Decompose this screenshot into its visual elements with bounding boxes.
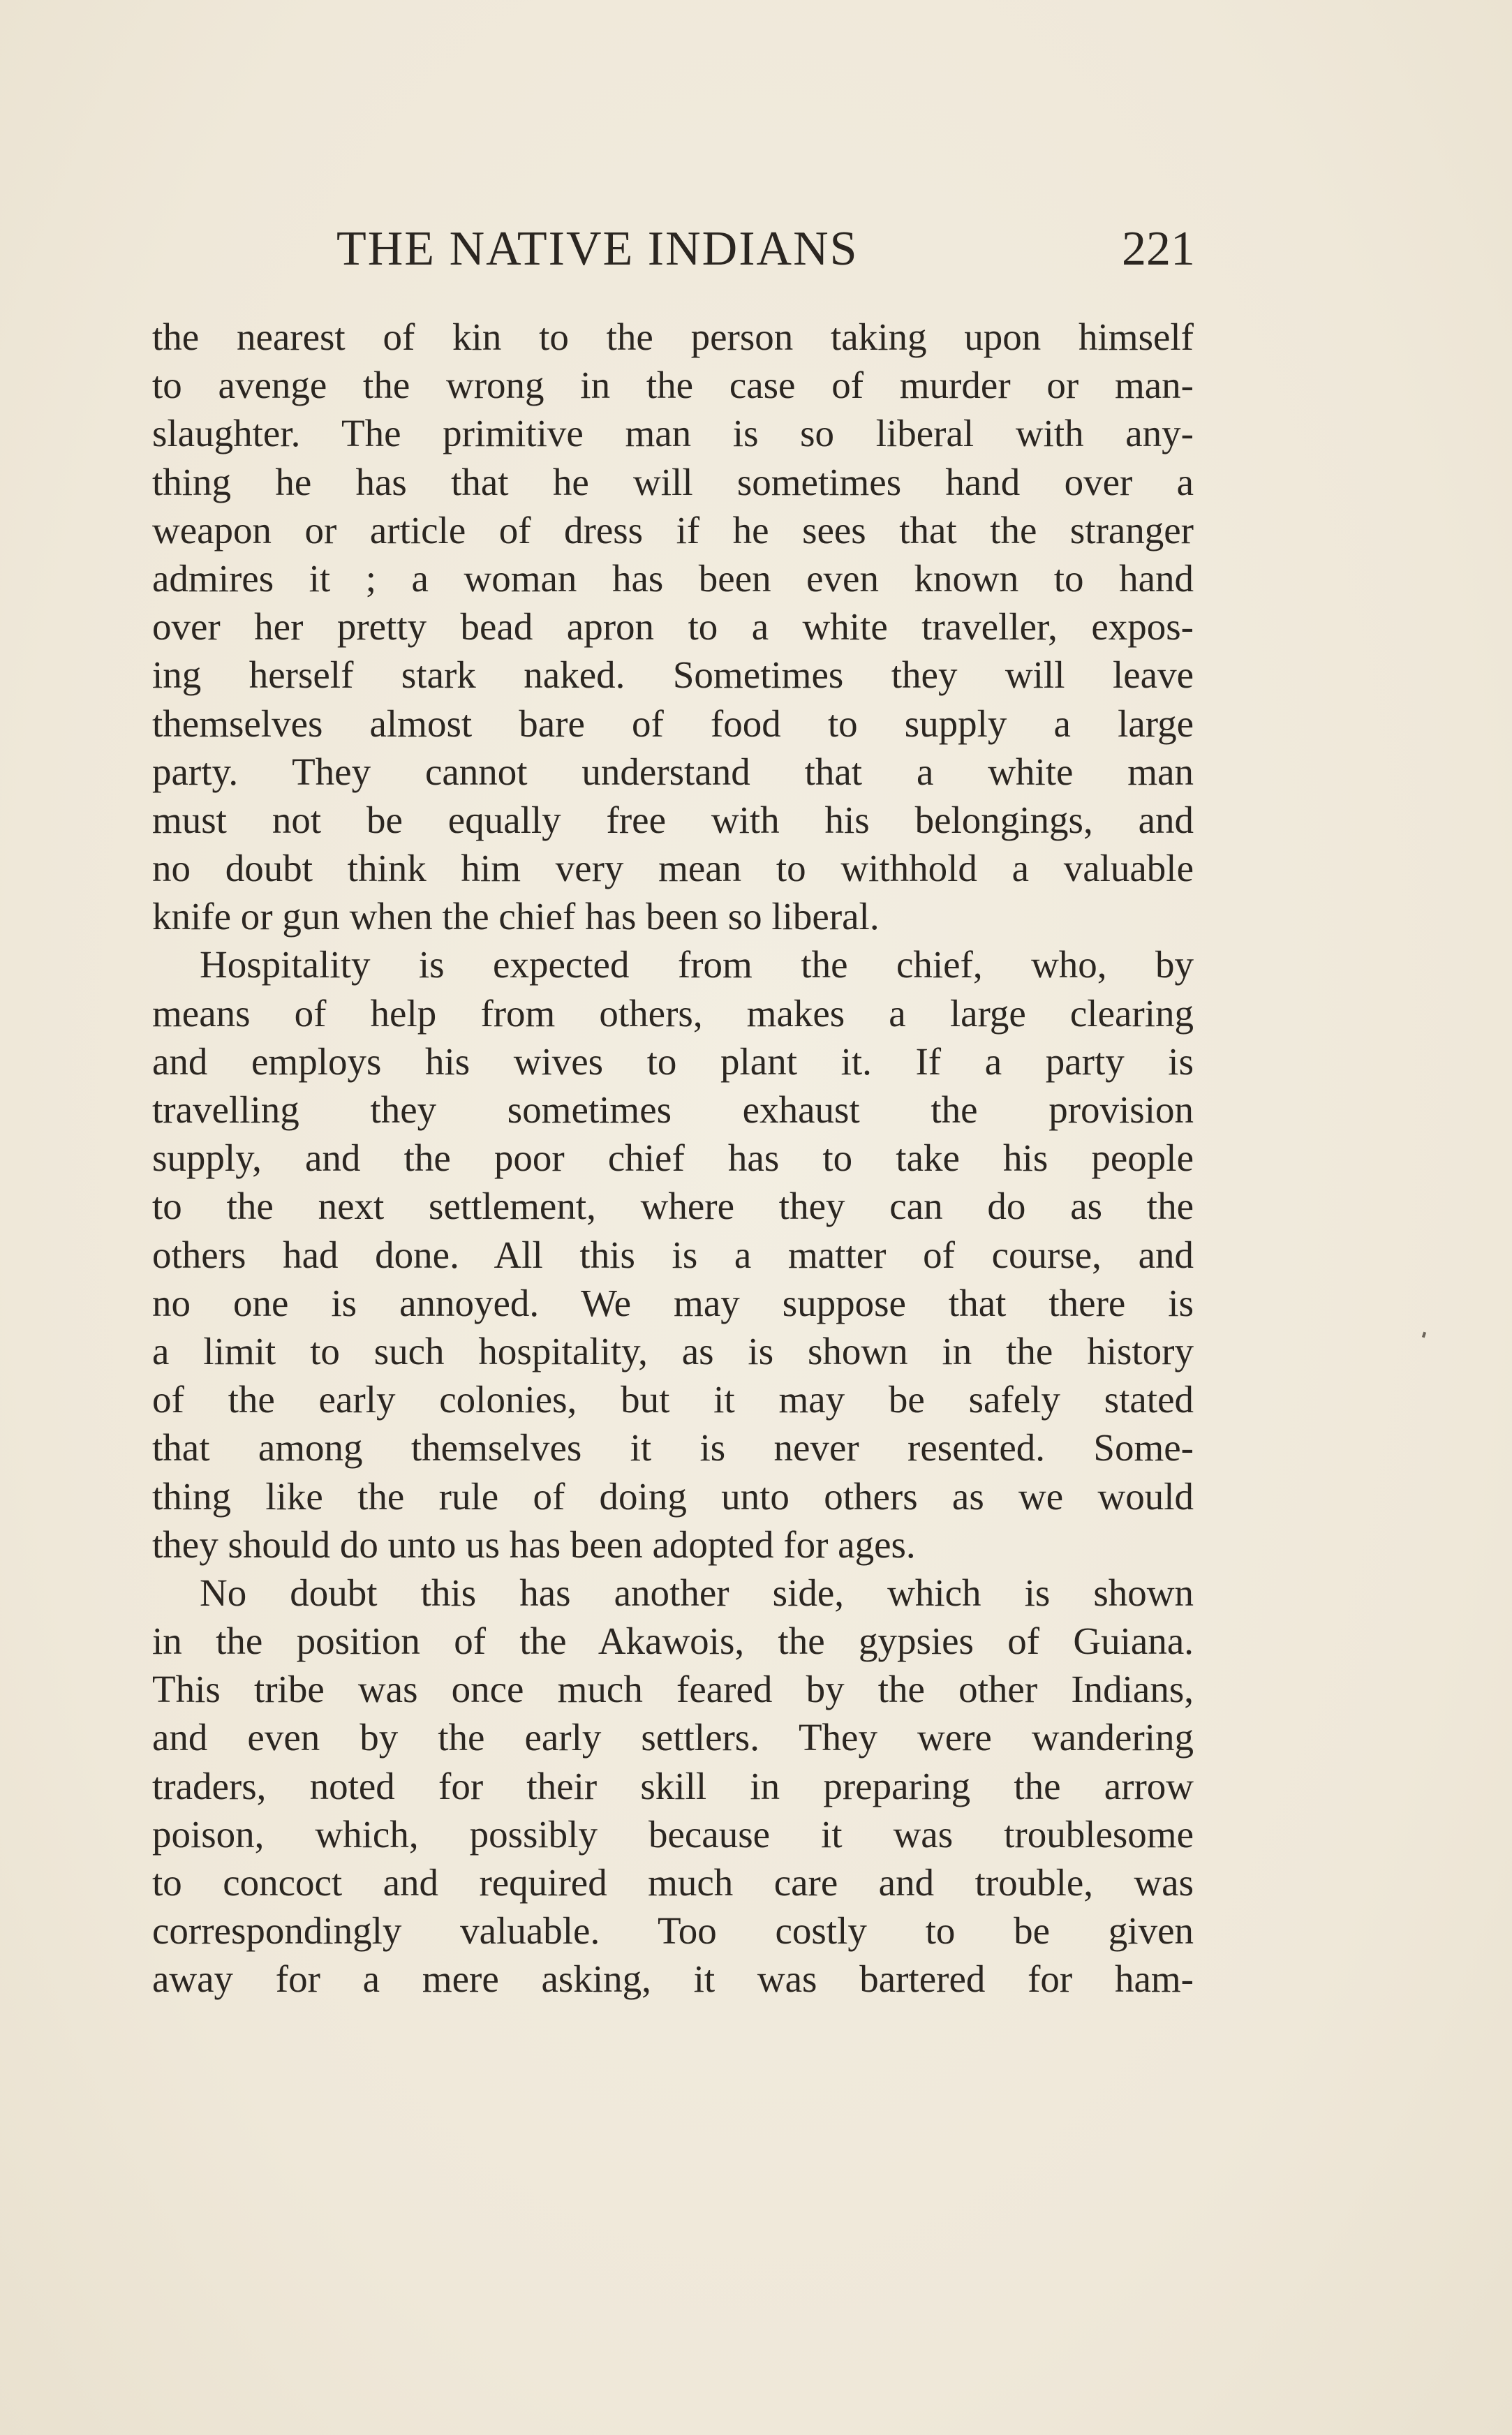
text-line: thing like the rule of doing unto others as we would xyxy=(152,1474,1194,1518)
page-number: 221 xyxy=(1122,222,1195,276)
text-line: correspondingly valuable. Too costly to be given xyxy=(152,1909,1194,1953)
text-line: admires it ; a woman has been even known to hand xyxy=(152,556,1194,600)
text-line: the nearest of kin to the person taking upon himself xyxy=(152,316,1194,358)
text-line: others had done. All this is a matter of course, and xyxy=(152,1233,1194,1276)
body-text xyxy=(152,313,1194,2004)
text-line: travelling they sometimes exhaust the provision xyxy=(152,1088,1194,1131)
margin-mark xyxy=(1422,1332,1426,1338)
text-line: This tribe was once much feared by the other Indians, xyxy=(152,1668,1194,1711)
text-line: traders, noted for their skill in preparing the arrow xyxy=(152,1764,1194,1807)
running-title: THE NATIVE INDIANS xyxy=(336,222,859,276)
text-line: to avenge the wrong in the case of murder or man- xyxy=(152,364,1194,407)
text-line: poison, which, possibly because it was troublesome xyxy=(152,1812,1194,1856)
text-line: and employs his wives to plant it. If a party is xyxy=(152,1039,1194,1083)
text-line: ing herself stark naked. Sometimes they will leave xyxy=(152,653,1194,697)
text-line: must not be equally free with his belongings, and xyxy=(152,798,1194,841)
text-line: to the next settlement, where they can do as the xyxy=(152,1185,1194,1228)
text-line: weapon or article of dress if he sees that the stranger xyxy=(152,508,1194,552)
text-line: thing he has that he will sometimes hand over a xyxy=(152,460,1194,503)
text-line: to concoct and required much care and trouble, was xyxy=(152,1861,1194,1904)
text-line: slaughter. The primitive man is so liberal with any- xyxy=(152,412,1194,455)
text-line: in the position of the Akawois, the gypsies of Guiana. xyxy=(152,1620,1194,1663)
text-line: knife or gun when the chief has been so liberal. xyxy=(152,895,880,938)
text-line: of the early colonies, but it may be safely stated xyxy=(152,1378,1194,1421)
text-line: no one is annoyed. We may suppose that there is xyxy=(152,1281,1194,1324)
text-line: that among themselves it is never resented. Some- xyxy=(152,1426,1194,1470)
text-line: and even by the early settlers. They were wandering xyxy=(152,1716,1194,1759)
text-line: supply, and the poor chief has to take his people xyxy=(152,1137,1194,1180)
text-line: means of help from others, makes a large clearing xyxy=(152,991,1194,1035)
text-line: No doubt this has another side, which is shown xyxy=(200,1571,1194,1614)
text-line: Hospitality is expected from the chief, who, by xyxy=(200,943,1194,986)
text-line: party. They cannot understand that a white man xyxy=(152,750,1194,793)
text-line: they should do unto us has been adopted for ages. xyxy=(152,1523,916,1566)
text-line: away for a mere asking, it was bartered for ham- xyxy=(152,1957,1194,2001)
text-line: a limit to such hospitality, as is shown in the history xyxy=(152,1329,1194,1372)
text-line: themselves almost bare of food to supply a large xyxy=(152,702,1194,745)
page-header xyxy=(155,218,1195,281)
text-line: no doubt think him very mean to withhold a valuable xyxy=(152,847,1194,890)
text-line: over her pretty bead apron to a white traveller, expos- xyxy=(152,605,1194,649)
